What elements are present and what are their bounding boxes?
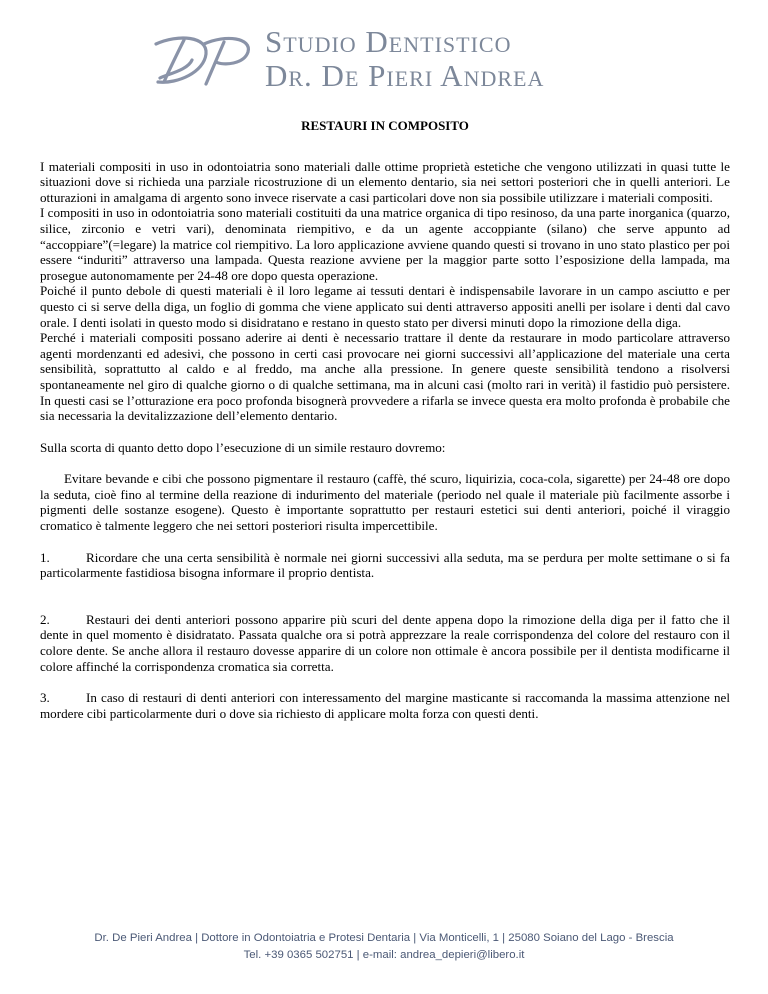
numbered-item-1 bbox=[40, 550, 730, 581]
paragraph-2: I compositi in uso in odontoiatria sono materiali costituiti da una matrice organica di tipo resinoso, da una parte inorganica (quarzo, silice, zirconio e vetri vari), denominata riempitivo, e da un agente accoppiante (silano) che serve appunto ad “accoppiare”(=legare) la matrice col riempitivo. La loro applicazione avviene quando questi si trovano in uno stato plastico per poi essere “induriti” attraverso una lampada. Questa reazione avviene per la maggior parte sotto l’esposizione della lampada, ma prosegue autonomamente per 24-48 ore dopo questa operazione. bbox=[40, 205, 730, 283]
letterhead bbox=[0, 22, 768, 92]
paragraph-3: Poiché il punto debole di questi materiali è il loro legame ai tessuti dentari è indispensabile lavorare in un campo asciutto e per questo ci si serve della diga, un foglio di gomma che viene applicato sui denti attraverso appositi anelli per isolare i denti dal cavo orale. I denti isolati in questo modo si disidratano e restano in questo stato per diversi minuti dopo la rimozione della diga. bbox=[40, 283, 730, 330]
studio-name-line1: Studio Dentistico bbox=[265, 24, 512, 59]
document-body bbox=[40, 118, 730, 737]
item-number: 2. bbox=[40, 611, 50, 627]
item-number: 3. bbox=[40, 690, 50, 706]
footer-contact-line: Tel. +39 0365 502751 | e-mail: andrea_depieri@libero.it bbox=[243, 949, 525, 961]
paragraph-4: Perché i materiali compositi possano aderire ai denti è necessario trattare il dente da restaurare in modo particolare attraverso agenti mordenzanti ed adesivi, che possono in certi casi provocare nei giorni successivi all’applicazione del materiale una certa sensibilità, soprattutto al caldo e al freddo, ma anche alla pressione. In genere queste sensibilità tendono a risolversi spontaneamente nel giro di qualche giorno o di qualche settimana, ma in alcuni casi (molto rari in verità) il fastidio può persistere. In questi casi se l’otturazione era poco profonda bisognerà provvedere a rifarla se invece questa era molto profonda è probabile che sia necessaria la devitalizzazione dell’elemento dentario. bbox=[40, 330, 730, 424]
document-title: RESTAURI IN COMPOSITO bbox=[301, 118, 469, 133]
studio-name-line2: Dr. De Pieri Andrea bbox=[265, 58, 545, 93]
footer-address-line: Dr. De Pieri Andrea | Dottore in Odontoiatria e Protesi Dentaria | Via Monticelli, 1 | 25080 Soiano del Lago - Brescia bbox=[94, 932, 674, 944]
item-text: In caso di restauri di denti anteriori con interessamento del margine masticante si raccomanda la massima attenzione nel mordere cibi particolarmente duri o dove sia richiesto di applicare molta forza con questi denti. bbox=[40, 690, 730, 721]
studio-name bbox=[265, 26, 544, 91]
first-recommendation: Evitare bevande e cibi che possono pigmentare il restauro (caffè, thé scuro, liquirizia, coca-cola, sigarette) per 24-48 ore dopo la seduta, cioè fino al termine della reazione di indurimento del materiale (periodo nel quale il materiale più facilmente assorbe i pigmenti delle sostanze esogene). Questo è importante soprattutto per restauri estetici sui denti anteriori, poiché il viraggio cromatico è talmente leggero che nei settori posteriori risulta impercettibile. bbox=[40, 471, 730, 534]
dp-monogram-logo bbox=[148, 30, 258, 92]
numbered-item-3 bbox=[40, 690, 730, 721]
item-text: Restauri dei denti anteriori possono apparire più scuri del dente appena dopo la rimozione della diga per il fatto che il dente in quel momento è disidratato. Passata qualche ora si potrà apprezzare la reale corrispondenza del colore del restauro con il colore dente. Se anche allora il restauro dovesse apparire di un colore non ottimale è ancora possibile per il dentista modificarne il colore affinché la corrispondenza cromatica sia corretta. bbox=[40, 611, 730, 674]
numbered-item-2 bbox=[40, 612, 730, 674]
intro-section bbox=[40, 159, 730, 424]
paragraph-1: I materiali compositi in uso in odontoiatria sono materiali dalle ottime proprietà estetiche che vengono utilizzati in quasi tutte le situazioni dove si richieda una parziale ricostruzione di un elemento dentario, sia nei settori posteriori che in quelli anteriori. Le otturazioni in amalgama di argento sono invece riservate a casi particolari dove non sia possibile utilizzare i materiali compositi. bbox=[40, 158, 730, 205]
item-number: 1. bbox=[40, 549, 50, 565]
page-footer bbox=[0, 930, 768, 964]
lead-in-sentence: Sulla scorta di quanto detto dopo l’esecuzione di un simile restauro dovremo: bbox=[40, 439, 446, 455]
item-text: Ricordare che una certa sensibilità è normale nei giorni successivi alla seduta, ma se perdura per molte settimane o si fa particolarmente fastidiosa bisogna informare il proprio dentista. bbox=[40, 549, 730, 581]
